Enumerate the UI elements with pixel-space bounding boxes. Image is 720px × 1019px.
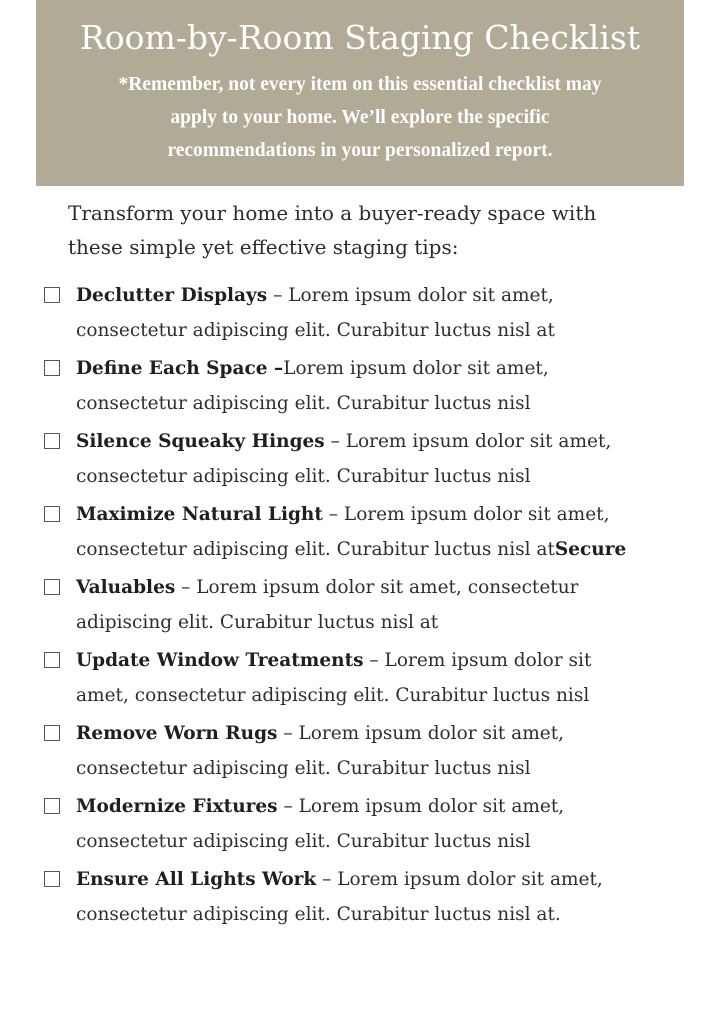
checklist-item-description-line2 [76, 897, 684, 932]
checklist-item-label: Define Each Space – [76, 358, 284, 379]
checklist-item-description: – Lorem ipsum dolor sit amet, [267, 285, 554, 306]
checklist-item-description: Lorem ipsum dolor sit amet, [283, 358, 549, 379]
subtitle-line: apply to your home. We’ll explore the specific [170, 107, 550, 128]
checklist-item-text [76, 789, 684, 859]
checklist-item [44, 643, 684, 716]
checklist-item-label: Valuables [76, 577, 176, 598]
checklist-item-text [76, 862, 684, 932]
checklist-item-description-text: consectetur adipiscing elit. Curabitur luctus nisl [76, 393, 531, 414]
checklist-item [44, 351, 684, 424]
checklist-item-text [76, 278, 684, 348]
checklist-item-text [76, 497, 684, 567]
checklist-item-text [76, 643, 684, 713]
checklist-item [44, 862, 684, 935]
checklist-item [44, 424, 684, 497]
checkbox[interactable] [44, 360, 60, 376]
checklist-item-description: – Lorem ipsum dolor sit amet, [277, 796, 565, 817]
subtitle-line: recommendations in your personalized report. [167, 140, 553, 161]
checklist-item-description: – Lorem ipsum dolor sit amet, [277, 723, 565, 744]
subtitle-line: *Remember, not every item on this essential checklist may [118, 74, 602, 95]
checklist-item-description-line2 [76, 751, 684, 786]
checklist-item-description-text: consectetur adipiscing elit. Curabitur luctus nisl [76, 466, 531, 487]
intro-text [68, 196, 668, 264]
checklist-item-label: Silence Squeaky Hinges [76, 431, 325, 452]
header-banner [36, 0, 684, 186]
checklist-item-text [76, 716, 684, 786]
staging-checklist [44, 278, 684, 935]
checklist-item-description-text: consectetur adipiscing elit. Curabitur luctus nisl at. [76, 904, 561, 925]
checklist-item-description: – Lorem ipsum dolor sit amet, consectetur [175, 577, 579, 598]
checkbox[interactable] [44, 871, 60, 887]
checklist-item-label: Remove Worn Rugs [76, 723, 278, 744]
checklist-item-description-line2 [76, 532, 684, 567]
checklist-item-description: – Lorem ipsum dolor sit amet, [322, 504, 610, 525]
checklist-item-label: Update Window Treatments [76, 650, 364, 671]
page-subtitle [60, 68, 660, 167]
checklist-item [44, 716, 684, 789]
checklist-item-text [76, 424, 684, 494]
checklist-item-description: – Lorem ipsum dolor sit amet, [316, 869, 603, 890]
checklist-item-text [76, 570, 684, 640]
checklist-item [44, 570, 684, 643]
checklist-item-description-line2 [76, 605, 684, 640]
checklist-item [44, 278, 684, 351]
checklist-item-description: – Lorem ipsum dolor sit amet, [324, 431, 612, 452]
checklist-item-bold-suffix: Secure [554, 539, 627, 560]
checklist-item-description-text: consectetur adipiscing elit. Curabitur luctus nisl [76, 758, 531, 779]
checklist-item-description-text: consectetur adipiscing elit. Curabitur luctus nisl [76, 831, 531, 852]
checklist-item-description-text: adipiscing elit. Curabitur luctus nisl at [76, 612, 439, 633]
checkbox[interactable] [44, 652, 60, 668]
checklist-item-description-text: amet, consectetur adipiscing elit. Curabitur luctus nisl [76, 685, 590, 706]
checklist-item [44, 497, 684, 570]
checklist-item-label: Maximize Natural Light [76, 504, 323, 525]
checkbox[interactable] [44, 798, 60, 814]
checkbox[interactable] [44, 579, 60, 595]
checklist-item-description-line2 [76, 313, 684, 348]
checkbox[interactable] [44, 506, 60, 522]
intro-line: Transform your home into a buyer-ready space with [68, 201, 597, 225]
checklist-item-description-line2 [76, 459, 684, 494]
checklist-item-description-line2 [76, 678, 684, 713]
checkbox[interactable] [44, 725, 60, 741]
intro-line: these simple yet effective staging tips: [68, 235, 459, 259]
checklist-item-label: Ensure All Lights Work [76, 869, 317, 890]
checklist-item-text [76, 351, 684, 421]
checklist-item [44, 789, 684, 862]
checkbox[interactable] [44, 287, 60, 303]
checklist-item-description-line2 [76, 386, 684, 421]
checklist-item-description-line2 [76, 824, 684, 859]
checklist-item-label: Modernize Fixtures [76, 796, 278, 817]
checklist-item-description: – Lorem ipsum dolor sit [363, 650, 592, 671]
checklist-item-label: Declutter Displays [76, 285, 268, 306]
checklist-item-description-text: consectetur adipiscing elit. Curabitur luctus nisl at [76, 539, 555, 560]
checklist-item-description-text: consectetur adipiscing elit. Curabitur luctus nisl at [76, 320, 555, 341]
page-title: Room-by-Room Staging Checklist [79, 18, 641, 57]
checkbox[interactable] [44, 433, 60, 449]
